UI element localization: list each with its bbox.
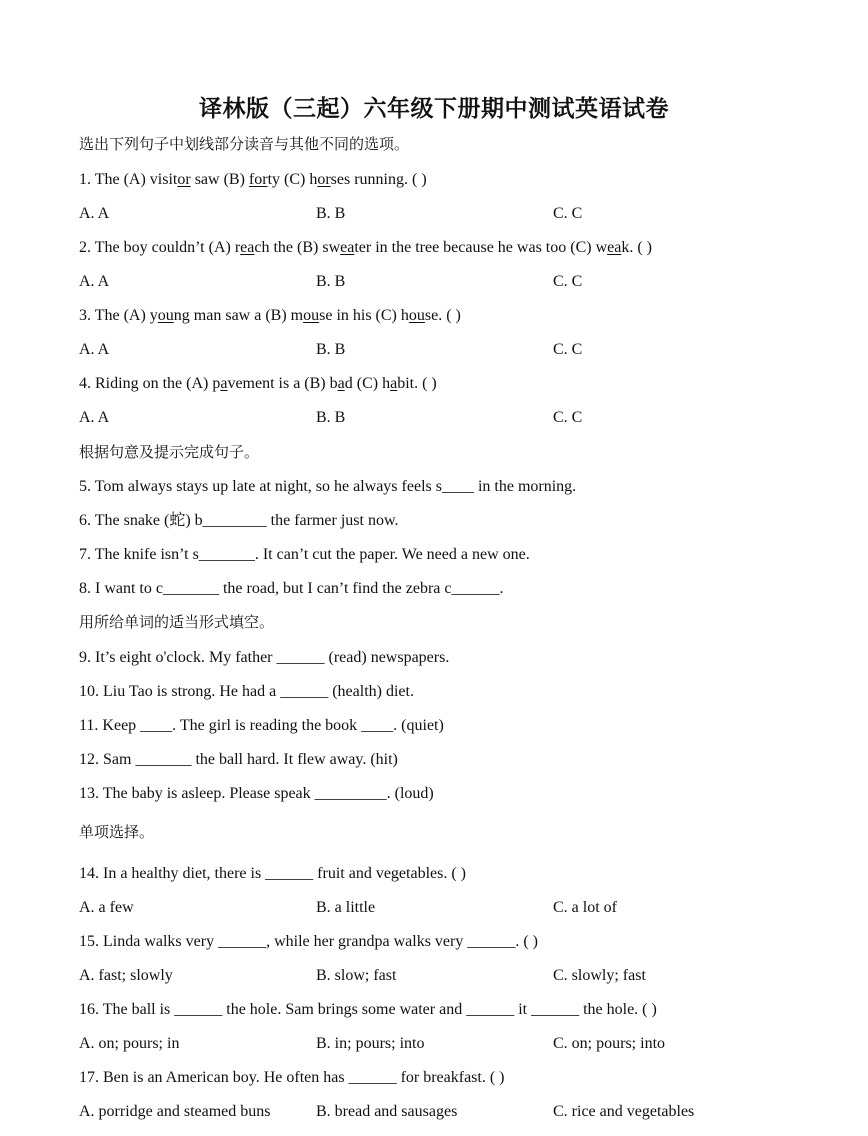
underlined-part: ea [240,239,255,256]
question-4 [79,374,437,394]
option-a: A. a few [79,899,134,916]
question-5: 5. Tom always stays up late at night, so he always feels s____ in the morning. [79,478,577,495]
underlined-part: a [220,375,228,392]
question-text: vement is a (B) b [227,375,338,392]
question-text: bit. ( ) [397,375,437,392]
option-c: C. rice and vegetables [553,1103,695,1120]
question-16: 16. The ball is ______ the hole. Sam brings some water and ______ it ______ the hole. ( ) [79,1001,657,1018]
question-text: 4. Riding on the (A) p [79,375,221,392]
option-c: C. a lot of [553,899,617,916]
question-2 [79,238,652,258]
question-text: ter in the tree because he was too (C) w [354,239,608,256]
underlined-part: ou [303,307,320,324]
option-b: B. B [316,273,346,290]
question-text: ng man saw a (B) m [173,307,304,324]
option-a: A. A [79,409,110,426]
underlined-part: a [337,375,345,392]
question-14: 14. In a healthy diet, there is ______ fruit and vegetables. ( ) [79,865,466,882]
question-text: 1. The (A) visit [79,171,178,188]
question-text: 2. The boy couldn’t (A) r [79,239,241,256]
question-11: 11. Keep ____. The girl is reading the book ____. (quiet) [79,717,444,734]
option-c: C. slowly; fast [553,967,646,984]
underlined-part: ou [157,307,174,324]
underlined-part: ea [340,239,355,256]
question-text: ch the (B) sw [254,239,341,256]
option-b: B. B [316,409,346,426]
section-heading-complete-sentences: 根据句意及提示完成句子。 [79,443,260,461]
question-8: 8. I want to c_______ the road, but I can’t find the zebra c______. [79,580,504,597]
option-a: A. porridge and steamed buns [79,1103,271,1120]
underlined-part: or [177,171,191,188]
option-c: C. C [553,273,583,290]
question-text: d (C) h [344,375,391,392]
question-text: 3. The (A) y [79,307,158,324]
option-c: C. C [553,409,583,426]
option-b: B. in; pours; into [316,1035,425,1052]
question-text: k. ( ) [621,239,652,256]
question-13: 13. The baby is asleep. Please speak _________. (loud) [79,785,434,802]
question-text: saw (B) [190,171,249,188]
underlined-part: ou [408,307,425,324]
underlined-part: for [248,171,268,188]
option-b: B. slow; fast [316,967,397,984]
option-c: C. C [553,205,583,222]
question-15: 15. Linda walks very ______, while her grandpa walks very ______. ( ) [79,933,538,950]
underlined-part: or [317,171,331,188]
question-text: ty (C) h [267,171,318,188]
question-text: ses running. ( ) [330,171,427,188]
question-1 [79,170,427,190]
option-a: A. A [79,205,110,222]
question-9: 9. It’s eight o'clock. My father ______ (read) newspapers. [79,649,450,666]
question-7: 7. The knife isn’t s_______. It can’t cut the paper. We need a new one. [79,546,530,563]
page-title: 译林版（三起）六年级下册期中测试英语试卷 [199,95,669,122]
underlined-part: a [390,375,398,392]
question-text: se in his (C) h [319,307,409,324]
section-heading-pronunciation: 选出下列句子中划线部分读音与其他不同的选项。 [79,135,410,153]
question-17: 17. Ben is an American boy. He often has ______ for breakfast. ( ) [79,1069,505,1086]
option-c: C. C [553,341,583,358]
question-12: 12. Sam _______ the ball hard. It flew away. (hit) [79,751,398,768]
option-a: A. fast; slowly [79,967,173,984]
section-heading-word-forms: 用所给单词的适当形式填空。 [79,613,275,631]
option-c: C. on; pours; into [553,1035,666,1052]
option-b: B. a little [316,899,376,916]
underlined-part: ea [607,239,622,256]
option-a: A. A [79,341,110,358]
section-heading-multiple-choice: 单项选择。 [79,823,155,841]
option-b: B. B [316,205,346,222]
option-a: A. A [79,273,110,290]
question-6: 6. The snake (蛇) b________ the farmer just now. [79,512,399,529]
option-b: B. B [316,341,346,358]
option-b: B. bread and sausages [316,1103,458,1120]
option-a: A. on; pours; in [79,1035,180,1052]
question-10: 10. Liu Tao is strong. He had a ______ (health) diet. [79,683,414,700]
question-3 [79,306,461,326]
question-text: se. ( ) [424,307,461,324]
